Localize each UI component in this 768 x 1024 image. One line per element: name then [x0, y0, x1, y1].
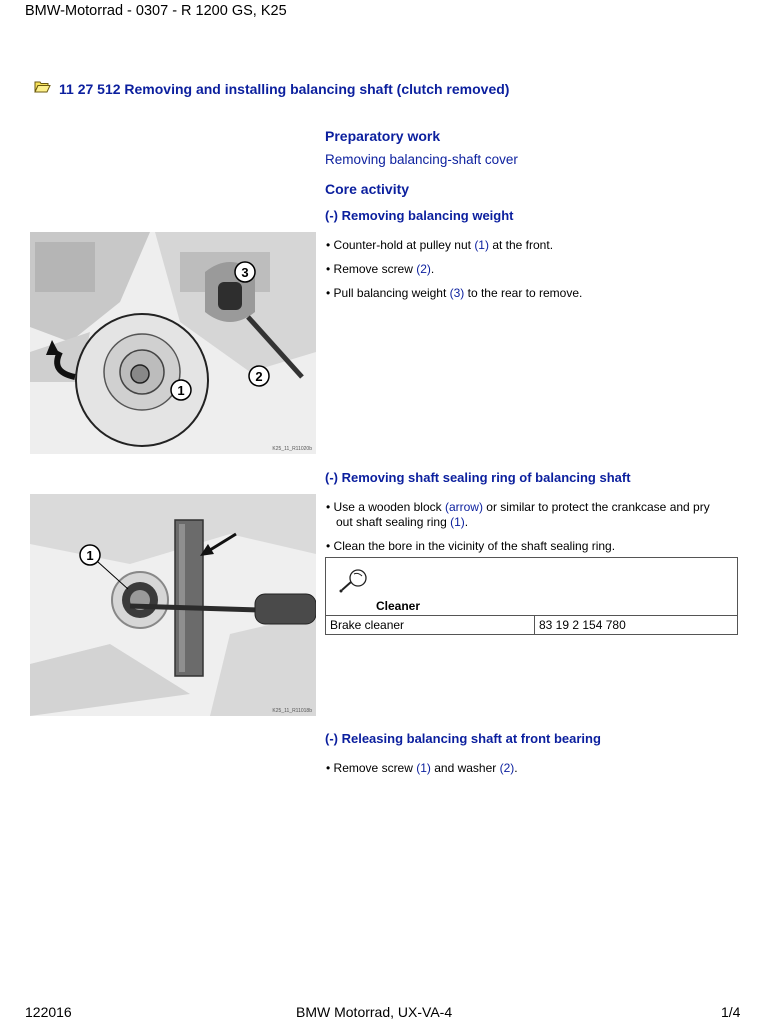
bullet-item: • Clean the bore in the vicinity of the shaft sealing ring.: [326, 539, 616, 553]
figure-code: K25_11_R11018b: [272, 708, 312, 714]
bullet-item-continued: out shaft sealing ring (1).: [336, 515, 469, 529]
callout-3: [235, 262, 255, 282]
svg-text:3: 3: [241, 265, 249, 280]
footer-page-number: 1/4: [721, 1004, 741, 1020]
cleaner-table-header: Cleaner: [326, 558, 738, 616]
document-header: BMW-Motorrad - 0307 - R 1200 GS, K25: [25, 3, 287, 19]
cleaner-part-number: 83 19 2 154 780: [535, 616, 738, 635]
footer-source: BMW Motorrad, UX-VA-4: [296, 1004, 453, 1020]
figure-code: K25_11_R11020b: [272, 446, 312, 452]
section-heading-releasing-shaft: (-) Releasing balancing shaft at front bearing: [325, 731, 601, 746]
figure-sealing-ring: [30, 494, 316, 716]
folder-open-icon: [34, 80, 51, 98]
section-heading-removing-balancing-weight: (-) Removing balancing weight: [325, 208, 514, 223]
bullet-item: • Remove screw (1) and washer (2).: [326, 761, 518, 775]
section-heading-removing-sealing-ring: (-) Removing shaft sealing ring of balancing shaft: [325, 470, 631, 485]
bullet-item: • Use a wooden block (arrow) or similar to protect the crankcase and pry: [326, 500, 710, 514]
bullet-item: • Counter-hold at pulley nut (1) at the front.: [326, 238, 554, 252]
cleaner-name: Brake cleaner: [326, 616, 535, 635]
core-activity-heading: Core activity: [325, 181, 410, 197]
bullet-item: • Remove screw (2).: [326, 262, 435, 276]
cleaner-table: [325, 557, 738, 635]
callout-2: [249, 366, 269, 386]
svg-text:1: 1: [86, 548, 94, 563]
callout-1: [80, 545, 100, 565]
svg-text:2: 2: [255, 369, 263, 384]
footer-date: 122016: [25, 1004, 72, 1020]
callout-1: [171, 380, 191, 400]
svg-text:1: 1: [177, 383, 185, 398]
preparatory-link[interactable]: Removing balancing-shaft cover: [325, 152, 518, 167]
cleaner-bottle-icon: [338, 568, 733, 597]
procedure-title: 11 27 512 Removing and installing balancing shaft (clutch removed): [59, 81, 510, 97]
title-row: [34, 80, 509, 98]
preparatory-heading: Preparatory work: [325, 128, 441, 144]
figure-balancing-weight: [30, 232, 316, 454]
bullet-item: • Pull balancing weight (3) to the rear to remove.: [326, 286, 583, 300]
